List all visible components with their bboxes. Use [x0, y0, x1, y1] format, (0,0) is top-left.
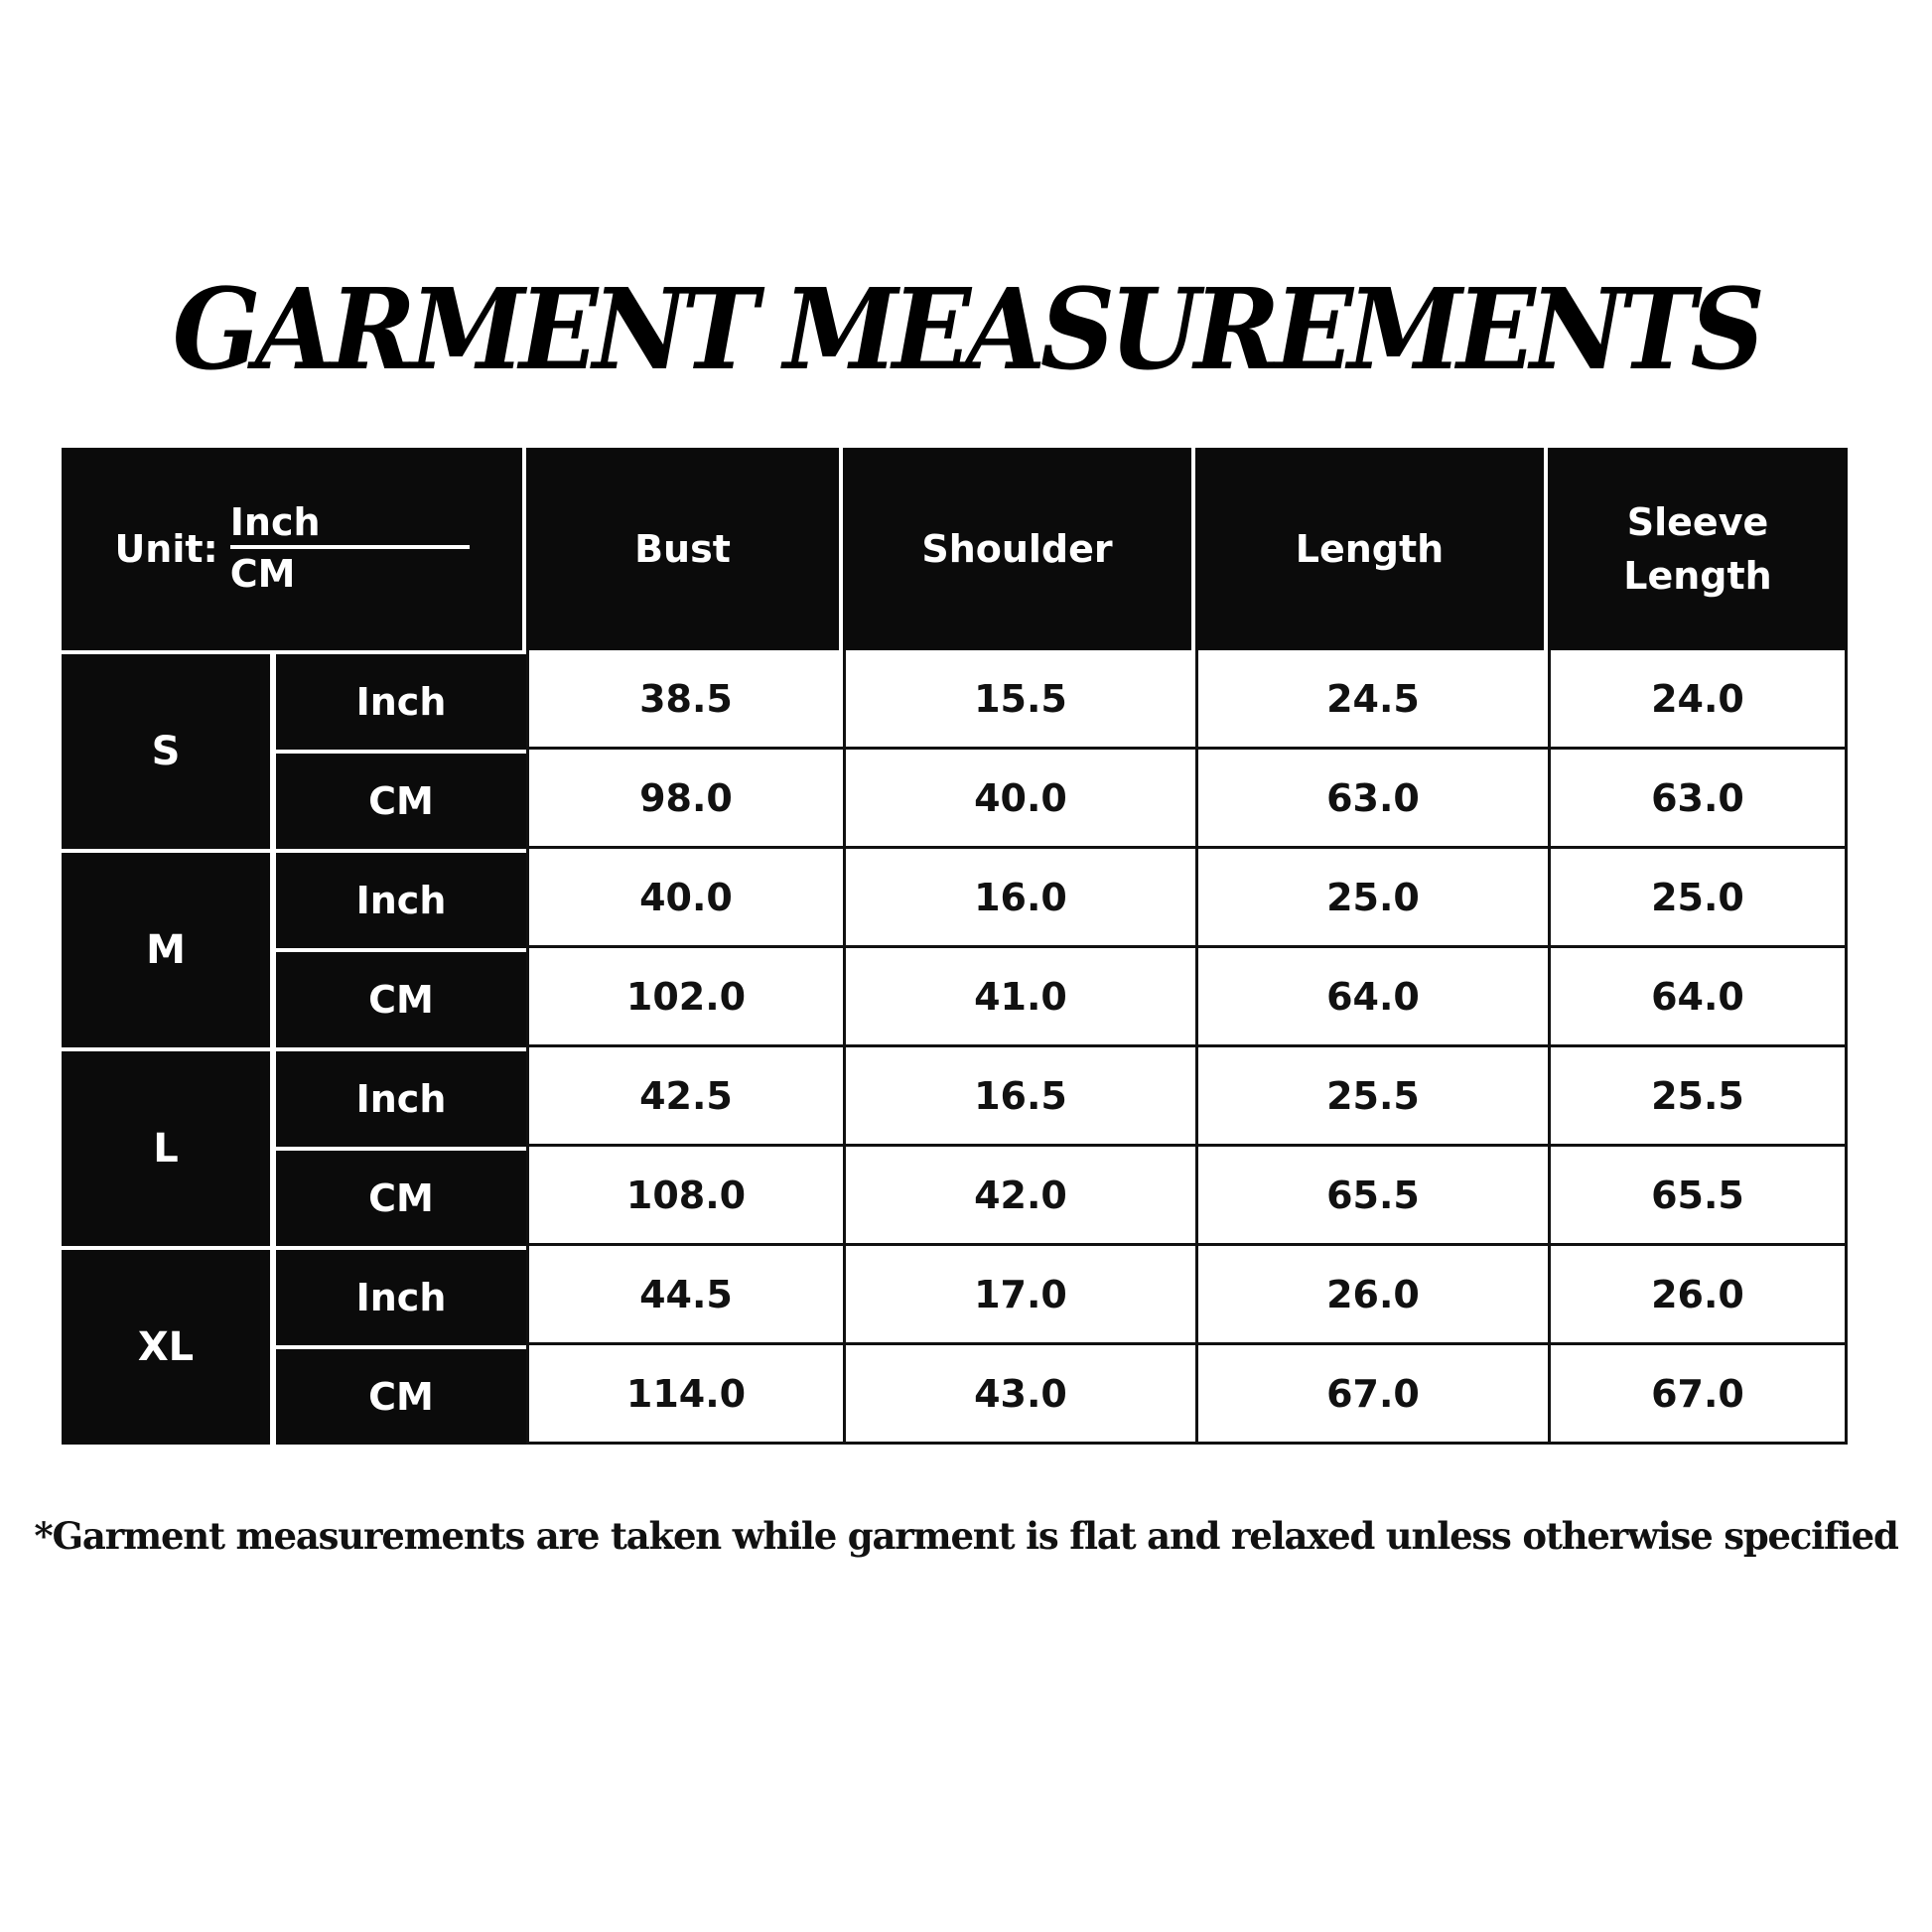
bust-value: 114.0	[526, 1345, 843, 1445]
bust-value: 38.5	[526, 650, 843, 750]
length-value: 67.0	[1195, 1345, 1548, 1445]
sleeve-length-value: 65.5	[1548, 1147, 1848, 1246]
bust-value: 40.0	[526, 849, 843, 948]
shoulder-value: 40.0	[843, 750, 1195, 849]
size-label: XL	[62, 1246, 276, 1445]
table-row	[62, 750, 1848, 849]
length-value: 65.5	[1195, 1147, 1548, 1246]
table-body	[62, 650, 1848, 1445]
length-value: 24.5	[1195, 650, 1548, 750]
table-row	[62, 650, 1848, 750]
page-title: GARMENT MEASUREMENTS	[172, 265, 1760, 395]
shoulder-value: 41.0	[843, 948, 1195, 1047]
row-unit-label: CM	[276, 1345, 526, 1445]
sleeve-length-value: 64.0	[1548, 948, 1848, 1047]
table-row	[62, 849, 1848, 948]
length-value: 25.0	[1195, 849, 1548, 948]
bust-value: 44.5	[526, 1246, 843, 1345]
unit-inch-label: Inch	[230, 499, 470, 549]
length-value: 25.5	[1195, 1047, 1548, 1147]
table-row	[62, 1345, 1848, 1445]
shoulder-value: 16.5	[843, 1047, 1195, 1147]
row-unit-label: CM	[276, 750, 526, 849]
column-header-shoulder: Shoulder	[843, 448, 1195, 650]
column-header-bust: Bust	[526, 448, 843, 650]
table-header-row	[62, 448, 1848, 650]
shoulder-value: 16.0	[843, 849, 1195, 948]
size-label: S	[62, 650, 276, 849]
size-chart-table	[62, 448, 1848, 1445]
unit-fraction	[230, 499, 470, 599]
footnote: *Garment measurements are taken while garment is flat and relaxed unless otherwise specified	[34, 1514, 1898, 1558]
sleeve-length-value: 25.0	[1548, 849, 1848, 948]
sleeve-length-value: 67.0	[1548, 1345, 1848, 1445]
row-unit-label: CM	[276, 948, 526, 1047]
shoulder-value: 17.0	[843, 1246, 1195, 1345]
shoulder-value: 42.0	[843, 1147, 1195, 1246]
length-value: 26.0	[1195, 1246, 1548, 1345]
row-unit-label: Inch	[276, 1047, 526, 1147]
table-row	[62, 1047, 1848, 1147]
table-row	[62, 1246, 1848, 1345]
row-unit-label: Inch	[276, 1246, 526, 1345]
shoulder-value: 43.0	[843, 1345, 1195, 1445]
length-value: 64.0	[1195, 948, 1548, 1047]
sleeve-length-value: 63.0	[1548, 750, 1848, 849]
table-row	[62, 1147, 1848, 1246]
size-label: L	[62, 1047, 276, 1246]
sleeve-length-value: 26.0	[1548, 1246, 1848, 1345]
unit-header	[62, 448, 526, 650]
row-unit-label: CM	[276, 1147, 526, 1246]
row-unit-label: Inch	[276, 849, 526, 948]
length-value: 63.0	[1195, 750, 1548, 849]
unit-cm-label: CM	[229, 552, 296, 596]
bust-value: 42.5	[526, 1047, 843, 1147]
bust-value: 98.0	[526, 750, 843, 849]
bust-value: 102.0	[526, 948, 843, 1047]
sleeve-length-value: 25.5	[1548, 1047, 1848, 1147]
row-unit-label: Inch	[276, 650, 526, 750]
column-header-length: Length	[1195, 448, 1548, 650]
sleeve-length-value: 24.0	[1548, 650, 1848, 750]
table-row	[62, 948, 1848, 1047]
size-label: M	[62, 849, 276, 1047]
bust-value: 108.0	[526, 1147, 843, 1246]
column-header-sleeve-length	[1548, 448, 1848, 650]
column-header-sleeve-length-label: Sleeve Length	[1623, 500, 1772, 598]
shoulder-value: 15.5	[843, 650, 1195, 750]
unit-label: Unit:	[114, 527, 218, 571]
